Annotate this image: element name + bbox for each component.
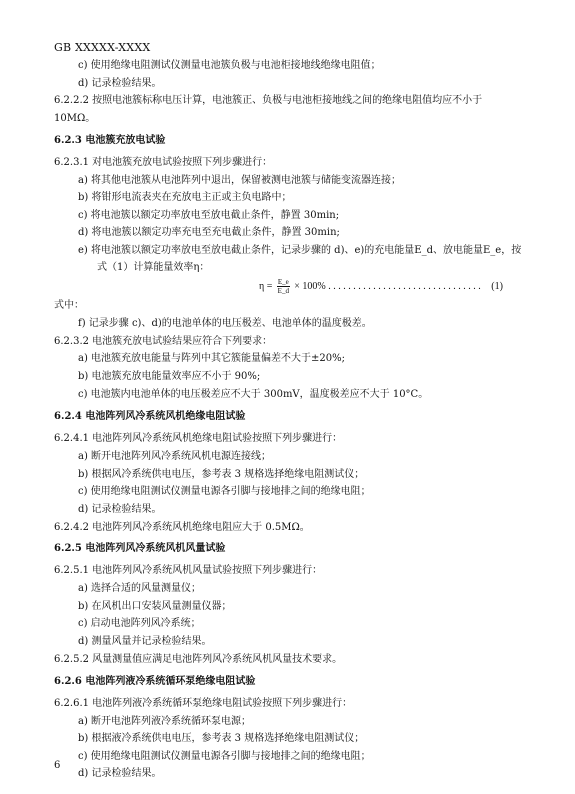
text-line: 式中： [54, 300, 84, 311]
section-heading: 6.2.5 电池阵列风冷系统风机风量试验 [54, 543, 226, 554]
standard-header: GB XXXXX-XXXX [54, 41, 151, 54]
text-line: c) 使用绝缘电阻测试仪测量电源各引脚与接地排之间的绝缘电阻； [78, 486, 371, 497]
text-line: d) 测量风量并记录检验结果。 [78, 636, 212, 647]
section-heading: 6.2.4 电池阵列风冷系统风机绝缘电阻试验 [54, 411, 246, 422]
formula-numerator: E_e [277, 278, 289, 286]
text-line: f) 记录步骤 c)、d)的电池单体的电压极差、电池单体的温度极差。 [78, 318, 372, 329]
formula-lhs: η = [259, 280, 273, 292]
formula-number: (1) [491, 280, 503, 292]
text-line: 6.2.5.1 电池阵列风冷系统风机风量试验按照下列步骤进行： [54, 565, 323, 576]
text-line: 6.2.4.2 电池阵列风冷系统风机绝缘电阻应大于 0.5MΩ。 [54, 522, 310, 533]
text-line: 6.2.6.1 电池阵列液冷系统循环泵绝缘电阻试验按照下列步骤进行： [54, 698, 353, 709]
text-line: d) 将电池簇以额定功率充电至充电截止条件，静置 30min; [78, 227, 340, 238]
text-line: b) 根据风冷系统供电电压，参考表 3 规格选择绝缘电阻测试仪； [78, 469, 365, 480]
section-heading: 6.2.3 电池簇充放电试验 [54, 135, 166, 146]
text-line: c) 电池簇内电池单体的电压极差应不大于 300mV，温度极差应不大于 10°C。 [78, 389, 429, 400]
text-line: a) 电池簇充放电能量与阵列中其它簇能量偏差不大于±20%; [78, 353, 346, 364]
text-line: a) 将其他电池簇从电池阵列中退出，保留被测电池簇与储能变流器连接； [78, 175, 402, 186]
energy-efficiency-formula [259, 278, 503, 295]
formula-fraction [277, 278, 290, 295]
section-heading: 6.2.6 电池阵列液冷系统循环泵绝缘电阻试验 [54, 676, 256, 687]
text-line: 6.2.2.2 按照电池簇标称电压计算，电池簇正、负极与电池柜接地线之间的绝缘电阻值均应不小于 [54, 95, 483, 106]
text-line: b) 电池簇充放电能量效率应不小于 90%; [78, 371, 261, 382]
text-line: c) 使用绝缘电阻测试仪测量电源各引脚与接地排之间的绝缘电阻； [78, 751, 371, 762]
text-line: d) 记录检验结果。 [78, 504, 162, 515]
text-line: d) 记录检验结果。 [78, 768, 162, 779]
text-line: 6.2.4.1 电池阵列风冷系统风机绝缘电阻试验按照下列步骤进行： [54, 433, 343, 444]
text-line: 10MΩ。 [54, 113, 96, 124]
text-line: a) 断开电池阵列风冷系统风机电源连接线； [78, 451, 272, 462]
text-line: b) 将钳形电流表夹在充放电主正或主负电路中； [78, 192, 292, 203]
text-line: 6.2.3.2 电池簇充放电试验结果应符合下列要求： [54, 336, 273, 347]
text-line: b) 根据液冷系统供电电压，参考表 3 规格选择绝缘电阻测试仪； [78, 733, 365, 744]
text-line: c) 启动电池阵列风冷系统； [78, 618, 201, 629]
text-line: 式（1）计算能量效率η： [97, 262, 210, 273]
text-line: e) 将电池簇以额定功率放电至放电截止条件，记录步骤的 d)、e)的充电能量E_d、放电能量E_e，按 [78, 245, 522, 256]
text-line: 6.2.5.2 风量测量值应满足电池阵列风冷系统风机风量技术要求。 [54, 654, 343, 665]
text-line: a) 选择合适的风量测量仪； [78, 583, 202, 594]
text-line: 6.2.3.1 对电池簇充放电试验按照下列步骤进行： [54, 157, 273, 168]
text-line: c) 使用绝缘电阻测试仪测量电池簇负极与电池柜接地线绝缘电阻值； [78, 60, 381, 71]
page-number: 6 [54, 760, 61, 771]
formula-rhs: × 100% . . . . . . . . . . . . . . . . . . . . . . . . . . . . . . . [294, 280, 481, 292]
text-line: a) 断开电池阵列液冷系统循环泵电源； [78, 716, 252, 727]
text-line: d) 记录检验结果。 [78, 78, 162, 89]
text-line: b) 在风机出口安装风量测量仪器； [78, 601, 232, 612]
text-line: c) 将电池簇以额定功率放电至放电截止条件，静置 30min; [78, 210, 340, 221]
formula-denominator: E_d [277, 287, 289, 295]
